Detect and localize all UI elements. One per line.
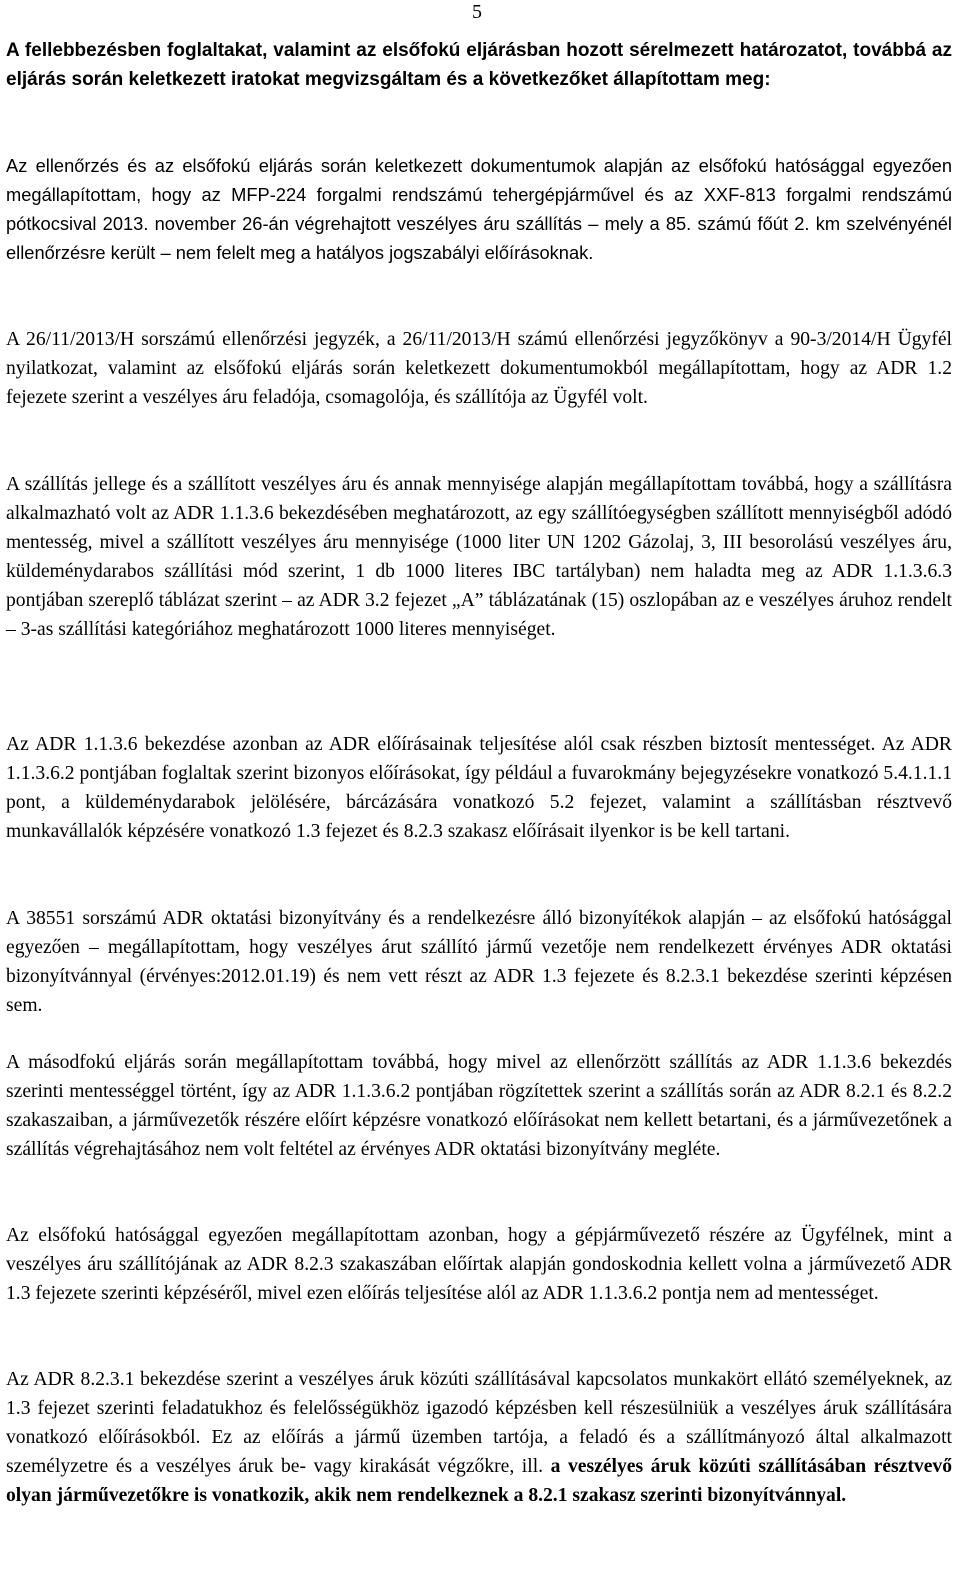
paragraph-5: A 38551 sorszámú ADR oktatási bizonyítvány és a rendelkezésre álló bizonyítékok alapján – az elsőfokú hatósággal egyezően – megállapítottam, hogy veszélyes árut szállító jármű vezetője nem rendelkezett érvényes ADR oktatási bizonyítvánnyal (érvényes:2012.01.19) és nem vett részt az ADR 1.3 fejezete és 8.2.3.1 bekezdése szerinti képzésen sem. (6, 908, 952, 1016)
intro-paragraph: A fellebbezésben foglaltakat, valamint az elsőfokú eljárásban hozott sérelmezett határozatot, továbbá az eljárás során keletkezett iratokat megvizsgáltam és a következőket állapítottam meg: (6, 40, 952, 90)
paragraph-2: A 26/11/2013/H sorszámú ellenőrzési jegyzék, a 26/11/2013/H számú ellenőrzési jegyzőkönyv a 90-3/2014/H Ügyfél nyilatkozat, valamint az elsőfokú eljárás során keletkezett dokumentumokból megállapítottam, hogy az ADR 1.2 fejezete szerint a veszélyes áru feladója, csomagolója, és szállítója az Ügyfél volt. (6, 329, 952, 408)
paragraph-4: Az ADR 1.1.3.6 bekezdése azonban az ADR előírásainak teljesítése alól csak részben biztosít mentességet. Az ADR 1.1.3.6.2 pontjában foglaltak szerint bizonyos előírásokat, így például a fuvarokmány bejegyzésekre vonatkozó 5.4.1.1.1 pont, a küldeménydarabok jelölésére, bárcázására vonatkozó 5.2 fejezet, valamint a szállításban résztvevő munkavállalók képzésére vonatkozó 1.3 fejezet és 8.2.3 szakasz előírásait ilyenkor is be kell tartani. (6, 734, 952, 842)
paragraph-6: A másodfokú eljárás során megállapítottam továbbá, hogy mivel az ellenőrzött szállítás az ADR 1.1.3.6 bekezdés szerinti mentességgel történt, így az ADR 1.1.3.6.2 pontjában rögzítettek szerint a szállítás során az ADR 8.2.1 és 8.2.2 szakaszaiban, a járművezetők részére előírt képzésre vonatkozó előírásokat nem kellett betartani, és a járművezetőnek a szállítás végrehajtásához nem volt feltétel az érvényes ADR oktatási bizonyítvány megléte. (6, 1052, 952, 1160)
paragraph-1: Az ellenőrzés és az elsőfokú eljárás során keletkezett dokumentumok alapján az elsőfokú hatósággal egyezően megállapítottam, hogy az MFP-224 forgalmi rendszámú tehergépjárművel és az XXF-813 forgalmi rendszámú pótkocsival 2013. november 26-án végrehajtott veszélyes áru szállítás – mely a 85. számú főút 2. km szelvényénél ellenőrzésre került – nem felelt meg a hatályos jogszabályi előírásoknak. (6, 155, 952, 263)
paragraph-7: Az elsőfokú hatósággal egyezően megállapítottam azonban, hogy a gépjárművezető részére az Ügyfélnek, mint a veszélyes áru szállítójának az ADR 8.2.3 szakaszában előírtak alapján gondoskodnia kellett volna a járművezető ADR 1.3 fejezete szerinti képzéséről, mivel ezen előírás teljesítése alól az ADR 1.1.3.6.2 pontja nem ad mentességet. (6, 1225, 952, 1304)
page-number: 5 (472, 1, 482, 23)
paragraph-8-text: Az ADR 8.2.3.1 bekezdése szerint a veszélyes áruk közúti szállításával kapcsolatos munkakört ellátó személyeknek, az 1.3 fejezet szerinti feladatukhoz és felelősségükhöz igazodó képzésben kell részesülniük a veszélyes áruk szállítására vonatkozó előírásokból. Ez az előírás a jármű üzemben tartója, a feladó és a szállítmányozó által alkalmazott személyzetre és a veszélyes áruk be- vagy kirakását végzőkre, ill. (6, 1369, 952, 1477)
paragraph-8-bold-text: a veszélyes áruk közúti szállításában résztvevő olyan járművezetőkre is vonatkozik, akik nem rendelkeznek a 8.2.1 szakasz szerinti bizonyítvánnyal. (6, 1456, 952, 1506)
paragraph-3: A szállítás jellege és a szállított veszélyes áru és annak mennyisége alapján megállapítottam továbbá, hogy a szállításra alkalmazható volt az ADR 1.1.3.6 bekezdésében meghatározott, az egy szállítóegységben szállított mennyiségből adódó mentesség, mivel a szállított veszélyes áru mennyisége (1000 liter UN 1202 Gázolaj, 3, III besorolású veszélyes áru, küldeménydarabos szállítási mód szerint, 1 db 1000 literes IBC tartályban) nem haladta meg az ADR 1.1.3.6.3 pontjában szereplő táblázat szerint – az ADR 3.2 fejezet „A” táblázatának (15) oszlopában az e veszélyes áruhoz rendelt – 3-as szállítási kategóriához meghatározott 1000 literes mennyiséget. (6, 474, 952, 640)
paragraph-8 (6, 1365, 952, 1510)
